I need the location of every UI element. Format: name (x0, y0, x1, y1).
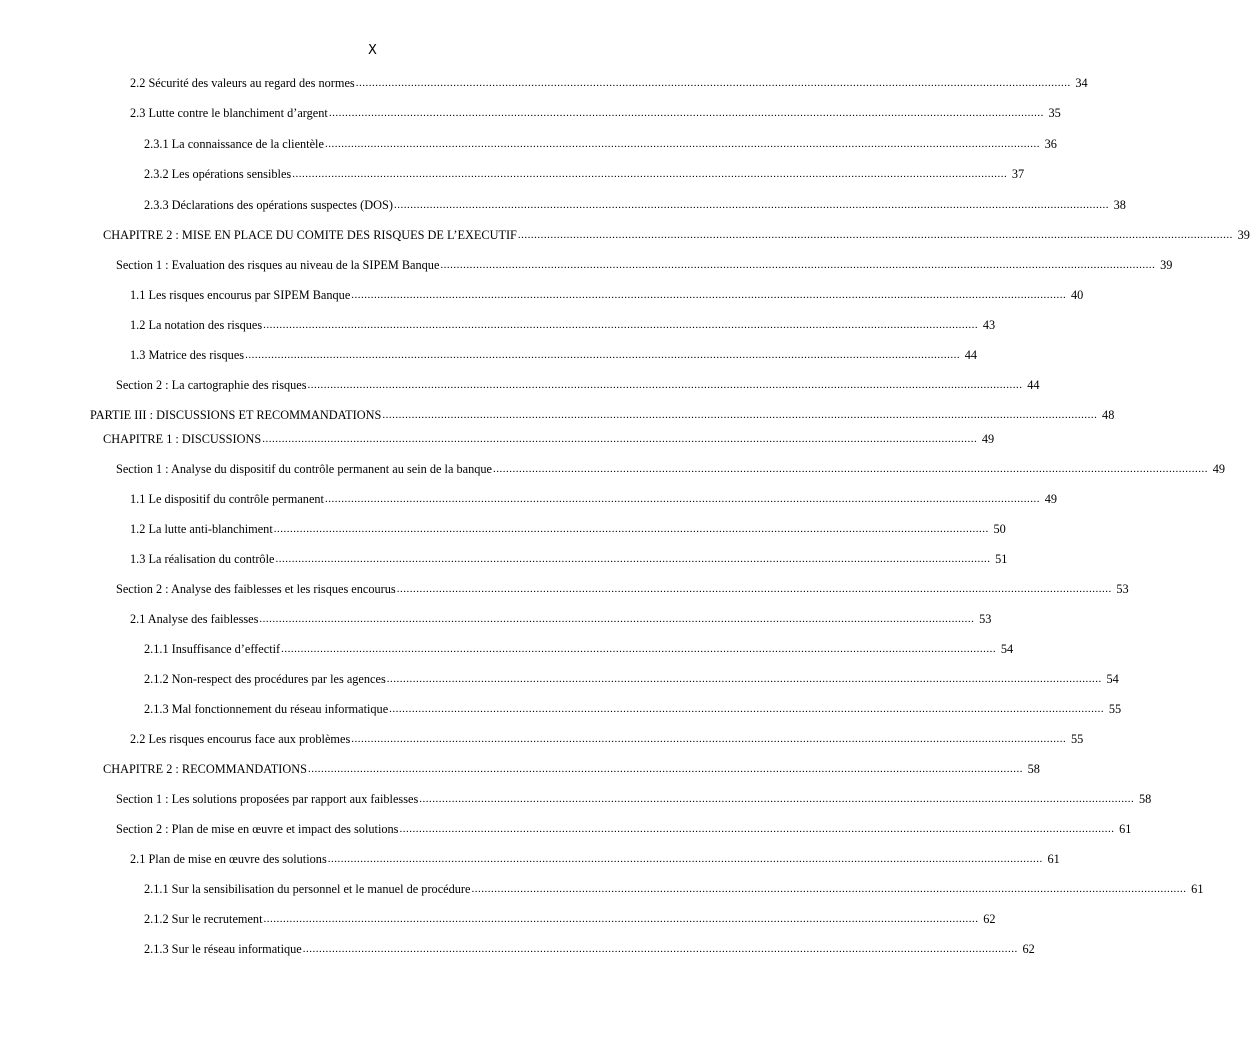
toc-entry-page: 48 (1102, 408, 1115, 422)
toc-entry-title: 2.3.2 Les opérations sensibles (144, 167, 292, 181)
toc-leader-dots: ............................................................................................................................................................................................................................ (517, 229, 1233, 241)
toc-entry-title: Section 2 : Analyse des faiblesses et les risques encourus (116, 582, 396, 596)
toc-leader-dots: ............................................................................................................................................................................................................................ (382, 409, 1098, 421)
toc-leader-dots: ............................................................................................................................................................................................................................ (245, 349, 961, 361)
toc-entry-page: 44 (964, 348, 978, 362)
toc-leader-dots: ............................................................................................................................................................................................................................ (386, 673, 1102, 685)
toc-entry[interactable] (116, 580, 1129, 598)
toc-entry-title: 2.1.3 Sur le réseau informatique (144, 942, 302, 956)
toc-entry-page: 36 (1044, 137, 1057, 151)
toc-entry[interactable] (116, 790, 1152, 808)
toc-entry-title: CHAPITRE 2 : RECOMMANDATIONS (103, 762, 307, 776)
toc-leader-dots: ............................................................................................................................................................................................................................ (351, 733, 1067, 745)
toc-leader-dots: ............................................................................................................................................................................................................................ (302, 943, 1018, 955)
toc-leader-dots: ............................................................................................................................................................................................................................ (324, 138, 1040, 150)
toc-entry-title: 1.3 Matrice des risques (130, 348, 245, 362)
toc-entry[interactable] (130, 346, 978, 364)
toc-entry[interactable] (116, 256, 1173, 274)
toc-entry[interactable] (130, 520, 1006, 538)
toc-entry[interactable] (144, 165, 1025, 183)
toc-leader-dots: ............................................................................................................................................................................................................................ (262, 433, 978, 445)
toc-leader-dots: ............................................................................................................................................................................................................................ (307, 763, 1023, 775)
page-number: X (368, 43, 377, 58)
toc-leader-dots: ............................................................................................................................................................................................................................ (389, 703, 1105, 715)
toc-entry-title: 2.1.3 Mal fonctionnement du réseau informatique (144, 702, 389, 716)
toc-entry[interactable] (130, 610, 992, 628)
toc-entry[interactable] (116, 376, 1040, 394)
toc-entry[interactable] (144, 135, 1057, 153)
toc-entry-page: 49 (981, 432, 995, 446)
toc-entry-page: 61 (1119, 822, 1132, 836)
toc-entry-page: 53 (1116, 582, 1129, 596)
toc-entry[interactable] (130, 550, 1008, 568)
toc-leader-dots: ............................................................................................................................................................................................................................ (351, 289, 1067, 301)
toc-leader-dots: ............................................................................................................................................................................................................................ (281, 643, 997, 655)
toc-entry[interactable] (103, 226, 1250, 244)
toc-entry-page: 55 (1070, 732, 1084, 746)
toc-leader-dots: ............................................................................................................................................................................................................................ (493, 463, 1208, 475)
toc-entry[interactable] (144, 640, 1014, 658)
toc-entry-page: 44 (1027, 378, 1040, 392)
toc-entry-title: Section 1 : Evaluation des risques au niveau de la SIPEM Banque (116, 258, 440, 272)
toc-leader-dots: ............................................................................................................................................................................................................................ (355, 77, 1071, 89)
toc-entry-title: 1.3 La réalisation du contrôle (130, 552, 275, 566)
toc-leader-dots: ............................................................................................................................................................................................................................ (273, 523, 989, 535)
toc-leader-dots: ............................................................................................................................................................................................................................ (399, 823, 1115, 835)
toc-leader-dots: ............................................................................................................................................................................................................................ (393, 199, 1109, 211)
toc-entry[interactable] (144, 880, 1204, 898)
toc-entry-title: 2.1 Analyse des faiblesses (130, 612, 259, 626)
toc-entry-page: 43 (982, 318, 996, 332)
toc-entry-title: 2.1 Plan de mise en œuvre des solutions (130, 852, 327, 866)
toc-entry-page: 55 (1108, 702, 1122, 716)
toc-entry-title: Section 2 : La cartographie des risques (116, 378, 307, 392)
toc-entry-title: PARTIE III : DISCUSSIONS ET RECOMMANDATIONS (90, 408, 382, 422)
toc-entry-title: CHAPITRE 1 : DISCUSSIONS (103, 432, 262, 446)
toc-entry-title: 2.3 Lutte contre le blanchiment d’argent (130, 106, 328, 120)
toc-entry-title: 2.1.1 Sur la sensibilisation du personnel et le manuel de procédure (144, 882, 471, 896)
toc-leader-dots: ............................................................................................................................................................................................................................ (307, 379, 1023, 391)
toc-leader-dots: ............................................................................................................................................................................................................................ (259, 613, 975, 625)
toc-entry-title: Section 2 : Plan de mise en œuvre et impact des solutions (116, 822, 399, 836)
toc-entry-page: 34 (1075, 76, 1088, 90)
toc-entry-title: Section 1 : Les solutions proposées par rapport aux faiblesses (116, 792, 419, 806)
toc-entry-title: 1.1 Le dispositif du contrôle permanent (130, 492, 324, 506)
toc-entry[interactable] (130, 286, 1084, 304)
toc-entry[interactable] (90, 406, 1115, 424)
toc-entry-title: 2.1.2 Sur le recrutement (144, 912, 263, 926)
toc-leader-dots: ............................................................................................................................................................................................................................ (440, 259, 1156, 271)
toc-entry-page: 35 (1048, 106, 1061, 120)
toc-entry-page: 54 (1000, 642, 1014, 656)
toc-entry-title: 2.2 Sécurité des valeurs au regard des normes (130, 76, 355, 90)
toc-leader-dots: ............................................................................................................................................................................................................................ (328, 107, 1044, 119)
toc-entry-page: 37 (1011, 167, 1025, 181)
toc-entry-page: 49 (1212, 462, 1225, 476)
toc-leader-dots: ............................................................................................................................................................................................................................ (263, 913, 979, 925)
toc-entry-page: 39 (1160, 258, 1173, 272)
toc-entry-page: 53 (979, 612, 992, 626)
toc-entry-title: 2.1.1 Insuffisance d’effectif (144, 642, 281, 656)
toc-leader-dots: ............................................................................................................................................................................................................................ (263, 319, 979, 331)
toc-entry-title: 1.2 La notation des risques (130, 318, 263, 332)
toc-leader-dots: ............................................................................................................................................................................................................................ (471, 883, 1187, 895)
toc-entry[interactable] (130, 490, 1057, 508)
toc-entry[interactable] (116, 820, 1132, 838)
toc-entry-title: CHAPITRE 2 : MISE EN PLACE DU COMITE DES RISQUES DE L’EXECUTIF (103, 228, 517, 242)
toc-entry-page: 38 (1113, 198, 1126, 212)
toc-entry[interactable] (103, 430, 995, 448)
toc-leader-dots: ............................................................................................................................................................................................................................ (327, 853, 1043, 865)
toc-entry[interactable] (130, 74, 1088, 92)
toc-entry[interactable] (144, 910, 996, 928)
toc-entry-page: 49 (1044, 492, 1057, 506)
toc-leader-dots: ............................................................................................................................................................................................................................ (324, 493, 1040, 505)
toc-entry[interactable] (130, 104, 1061, 122)
toc-entry-title: 1.1 Les risques encourus par SIPEM Banque (130, 288, 351, 302)
toc-entry-page: 61 (1191, 882, 1204, 896)
toc-entry[interactable] (130, 316, 996, 334)
toc-entry-page: 58 (1027, 762, 1040, 776)
toc-leader-dots: ............................................................................................................................................................................................................................ (275, 553, 991, 565)
toc-entry[interactable] (144, 940, 1035, 958)
toc-entry-title: Section 1 : Analyse du dispositif du contrôle permanent au sein de la banque (116, 462, 492, 476)
toc-entry-page: 50 (993, 522, 1006, 536)
toc-entry-title: 2.2 Les risques encourus face aux problèmes (130, 732, 351, 746)
toc-entry[interactable] (144, 670, 1119, 688)
toc-entry-page: 39 (1237, 228, 1250, 242)
toc-entry-page: 62 (1022, 942, 1035, 956)
toc-entry-page: 58 (1138, 792, 1152, 806)
toc-entry[interactable] (103, 760, 1040, 778)
toc-entry-title: 2.3.1 La connaissance de la clientèle (144, 137, 324, 151)
toc-entry-page: 40 (1070, 288, 1084, 302)
toc-entry-title: 1.2 La lutte anti-blanchiment (130, 522, 273, 536)
toc-entry[interactable] (130, 850, 1060, 868)
toc-entry-title: 2.1.2 Non-respect des procédures par les agences (144, 672, 386, 686)
toc-entry[interactable] (130, 730, 1084, 748)
toc-entry[interactable] (144, 700, 1122, 718)
toc-leader-dots: ............................................................................................................................................................................................................................ (292, 168, 1008, 180)
toc-entry-page: 62 (983, 912, 996, 926)
toc-entry-title: 2.3.3 Déclarations des opérations suspectes (DOS) (144, 198, 393, 212)
toc-entry-page: 61 (1047, 852, 1060, 866)
toc-entry-page: 54 (1106, 672, 1119, 686)
toc-entry[interactable] (116, 460, 1225, 478)
toc-entry[interactable] (144, 196, 1126, 214)
toc-leader-dots: ............................................................................................................................................................................................................................ (396, 583, 1112, 595)
toc-leader-dots: ............................................................................................................................................................................................................................ (419, 793, 1135, 805)
toc-entry-page: 51 (995, 552, 1008, 566)
